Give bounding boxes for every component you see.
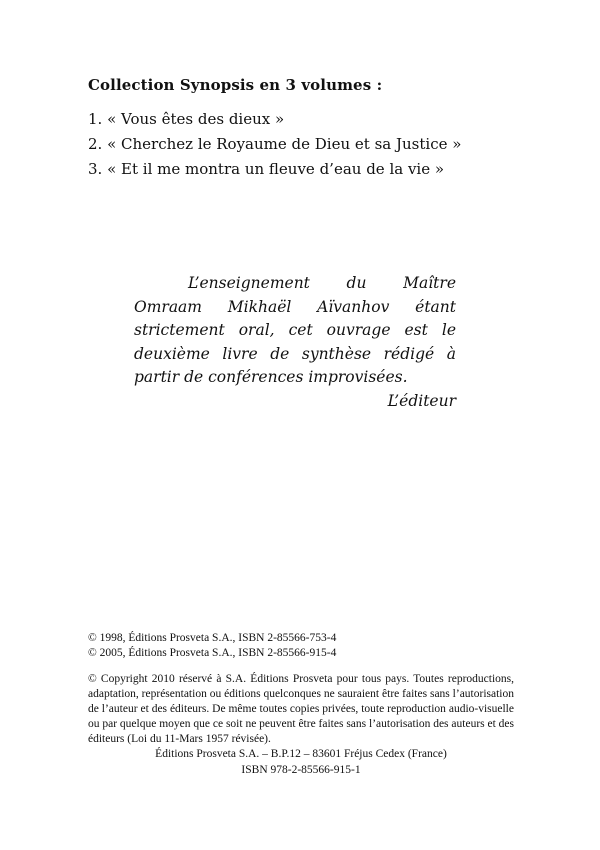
collection-heading: Collection Synopsis en 3 volumes :: [88, 76, 383, 94]
volume-item-1: 1. « Vous êtes des dieux »: [88, 110, 285, 128]
rights-notice: © Copyright 2010 réservé à S.A. Éditions Prosveta pour tous pays. Toutes reproductions, adaptation, représentation ou éditions quelconques ne sauraient être faites sans l’autorisation de l’auteur et des éditeurs. De même toutes copies privées, toute reproduction audio-visuelle ou par quelque moyen que ce soit ne peuvent être faites sans l’autorisation des auteurs et des éditeurs (Loi du 11-Mars 1957 révisée).: [88, 673, 514, 745]
volume-list: [88, 107, 528, 182]
editor-note: [134, 272, 456, 413]
publisher-address: Éditions Prosveta S.A. – B.P.12 – 83601 Fréjus Cedex (France): [155, 748, 447, 760]
editor-signature: L’éditeur: [387, 391, 456, 410]
isbn-line: ISBN 978-2-85566-915-1: [241, 764, 361, 776]
copyright-section: [88, 631, 514, 778]
copyright-line-1998: © 1998, Éditions Prosveta S.A., ISBN 2-85566-753-4: [88, 632, 337, 644]
collection-section: [88, 76, 528, 182]
volume-item-2: 2. « Cherchez le Royaume de Dieu et sa Justice »: [88, 135, 462, 153]
copyright-line-2005: © 2005, Éditions Prosveta S.A., ISBN 2-85566-915-4: [88, 647, 337, 659]
editor-note-text: L’enseignement du Maître Omraam Mikhaël Aïvanhov étant strictement oral, cet ouvrage est le deuxième livre de synthèse rédigé à partir de conférences improvisées.: [134, 274, 456, 386]
volume-item-3: 3. « Et il me montra un fleuve d’eau de la vie »: [88, 160, 445, 178]
